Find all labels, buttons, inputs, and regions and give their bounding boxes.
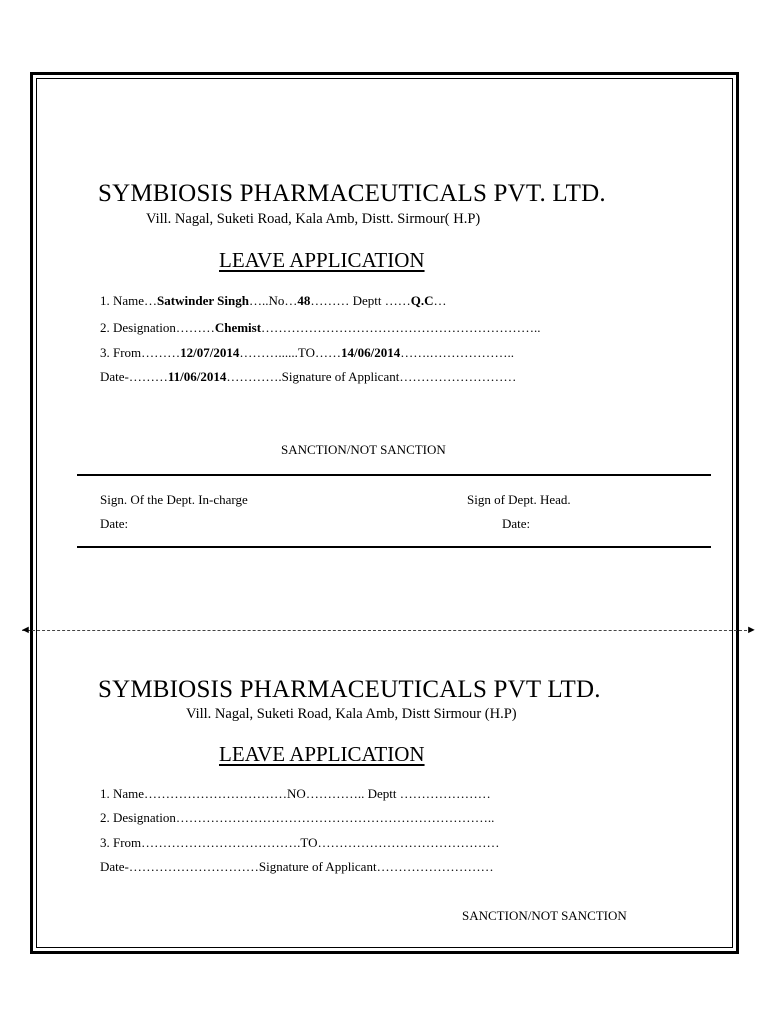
arrow-right-icon: ► [746,624,757,636]
to-label: ………......TO…… [239,345,342,360]
employee-no[interactable]: 48 [297,293,311,308]
designation-label: 2. Designation……… [100,320,215,335]
date-label: Date-……… [100,369,168,384]
form-title-2: LEAVE APPLICATION [219,742,425,766]
sanction-label: SANCTION/NOT SANCTION [281,442,446,457]
sanction-label-2: SANCTION/NOT SANCTION [462,908,627,923]
company-address: Vill. Nagal, Suketi Road, Kala Amb, Distt. Sirmour( H.P) [146,211,481,227]
divider-bottom [77,546,711,548]
department[interactable]: Q.C [410,293,434,308]
dept-incharge-signature: Sign. Of the Dept. In-charge [100,492,248,507]
company-name-2: SYMBIOSIS PHARMACEUTICALS PVT LTD. [98,676,601,703]
signature-applicant-label: ………….Signature of Applicant……………………… [226,369,517,384]
head-date: Date: [502,516,531,531]
incharge-date: Date: [100,516,129,531]
no-label: …..No… [248,293,298,308]
to-date[interactable]: 14/06/2014 [341,345,401,360]
deptt-label: ……… Deptt …… [310,293,411,308]
company-address-2: Vill. Nagal, Suketi Road, Kala Amb, Distt Sirmour (H.P) [186,706,517,722]
designation-value[interactable]: Chemist [214,320,262,335]
designation-line-2: 2. Designation……………………………………………………………….. [100,810,495,825]
date-line-2: Date-…………………………Signature of Applicant……………………… [100,859,494,874]
applicant-name[interactable]: Satwinder Singh [157,293,249,308]
dept-head-signature: Sign of Dept. Head. [467,492,571,507]
name-line-tail: … [433,293,447,308]
from-line-tail: …….……………….. [400,345,514,360]
cut-line [22,630,752,631]
from-label: 3. From……… [100,345,181,360]
form-title: LEAVE APPLICATION [219,248,425,272]
date-line [100,369,516,385]
designation-tail: ……………………………………………………….. [261,320,541,335]
designation-line [100,320,541,336]
divider-top [77,474,711,476]
name-line-2: 1. Name……………………………NO………….. Deptt ………………… [100,786,491,801]
company-name: SYMBIOSIS PHARMACEUTICALS PVT. LTD. [98,180,606,207]
from-date[interactable]: 12/07/2014 [180,345,240,360]
arrow-left-icon: ◄ [20,624,31,636]
from-to-line-2: 3. From……………………………….TO…………………………………… [100,835,500,850]
application-date[interactable]: 11/06/2014 [167,369,227,384]
name-label: 1. Name… [100,293,158,308]
name-line [100,293,446,309]
from-to-line [100,345,514,361]
